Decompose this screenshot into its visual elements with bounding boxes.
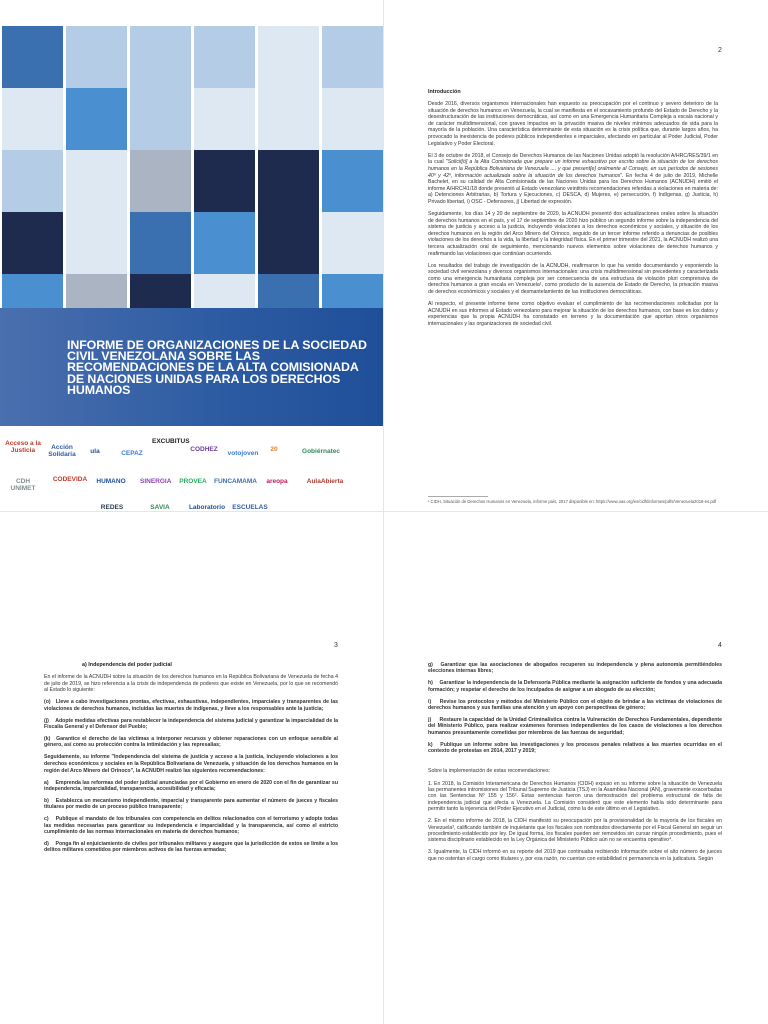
recommendation-item — [44, 780, 338, 793]
item-label: k) — [428, 741, 433, 748]
partner-logo: EXCUBITUS — [152, 438, 190, 445]
cover-tile — [66, 26, 127, 90]
cover-tile — [2, 212, 63, 276]
recommendation-item — [44, 841, 338, 854]
paragraph: Los resultados del trabajo de investigación de la ACNUDH, reafirmaron lo que ha venido documentando y exponiendo la sociedad civil venezolana y diversos organismos internacionales: una crisis multidimensional sin precedentes y caracterizada como una emergencia humanitaria compleja por ser consecuencia de una estructura de violación pluri comprensiva de derechos humanos a gran escala en Venezuela¹, como producto de la ausencia de Estado de Derecho, la privación masiva de derechos económicos y sociales y el desmantelamiento de las instituciones democráticas. — [428, 262, 718, 296]
recommendation-item — [428, 717, 722, 736]
page-number: 4 — [718, 642, 722, 649]
partner-logo: 20 — [270, 446, 278, 453]
page-4 — [384, 512, 768, 1024]
section-heading: Introducción — [428, 89, 461, 95]
recommendation-item — [44, 718, 338, 731]
recommendation-item — [44, 699, 338, 712]
recommendation-item — [428, 662, 722, 675]
cover-tile — [194, 26, 255, 90]
item-text: Establezca un mecanismo independiente, imparcial y transparente para aumentar el número de jueces y fiscales titulares por medio de un proceso público transparente; — [44, 797, 338, 811]
partner-logo: Gobiérnatec — [302, 448, 340, 455]
page-number: 3 — [334, 642, 338, 649]
cover-tile — [258, 212, 319, 276]
item-text: Garantizar que las asociaciones de abogados recuperen su independencia y plena autonomía permitiéndoles elecciones internas libres; — [428, 662, 722, 675]
item-text: Publique el mandato de los tribunales con competencia en delitos relacionados con el terrorismo y adopte todas las medidas necesarias para garantizar su independencia e imparcialidad y la transparencia, así como el estricto cumplimiento de las normas internacionales en materia de derechos humanos; — [44, 816, 338, 836]
item-label: i) — [428, 698, 432, 705]
partner-logo: CDH UNIMET — [10, 478, 36, 492]
cover-tile — [194, 212, 255, 276]
partner-logo: Acceso a la Justicia — [5, 440, 41, 454]
list-item: 1. En 2018, la Comisión Interamericana de Derechos Humanos (CIDH) expuso en su informe sobre la situación de Venezuela las permanentes intromisiones del Tribunal Supremo de Justicia (TSJ) en la Asamblea Nacional (AN), gravemente exacerbadas con las Sentencias Nº 155 y 156². Estas sentencias fueron una demostración del problema estructural de falta de independencia judicial que afecta a Venezuela. La Comisión consideró que este elemento había sido determinante para permitir tanto la injerencia del Poder Ejecutivo en el Judicial, como la de este último en el Legislativo. — [428, 780, 722, 813]
item-label: j) — [428, 716, 432, 723]
cover-tile — [130, 150, 191, 214]
cover-tile — [322, 26, 383, 90]
item-text: Emprenda las reformas del poder judicial anunciadas por el Gobierno en enero de 2020 con el fin de garantizar su independencia, imparcialidad, transparencia, accesibilidad y eficacia; — [44, 779, 338, 792]
page-4-body — [428, 662, 722, 868]
item-label: c) — [44, 816, 49, 823]
cover-tile — [2, 150, 63, 214]
page-divider-vertical — [383, 0, 384, 1024]
partner-logo: CODEVIDA — [52, 476, 88, 483]
item-label: (o) — [44, 699, 51, 706]
list-item: 3. Igualmente, la CIDH informó en su reporte del 2019 que continuaba recibiendo información sobre el alto número de jueces que no ostentan el cargo como titulares y, por esa razón, no cuentan con estabilidad ni permanencia en la judicatura. Según — [428, 849, 722, 862]
cover-title: INFORME DE ORGANIZACIONES DE LA SOCIEDAD CIVIL VENEZOLANA SOBRE LAS RECOMENDACIONES DE LA ALTA COMISIONADA DE NACIONES UNIDAS PARA LOS DERECHOS HUMANOS — [67, 338, 367, 397]
partner-logos — [0, 426, 384, 512]
cover-tile — [258, 26, 319, 90]
section-heading: a) Independencia del poder judicial — [82, 662, 172, 668]
cover-tile — [322, 212, 383, 276]
item-label: h) — [428, 680, 433, 687]
partner-logo: areopa — [266, 478, 288, 485]
item-label: b) — [44, 797, 49, 804]
cover-tile — [2, 88, 63, 152]
paragraph: Desde 2016, diversos organismos internacionales han expuesto su preocupación por el continuo y severo deterioro de la situación de derechos humanos en Venezuela, la cual se manifiesta en el socavamiento profundo del Estado de Derecho y la desestructuración de las instituciones democráticas, así como en una Emergencia Humanitaria Compleja a escala nacional y de carácter multidimensional, con graves impactos en la privación masiva de niveles mínimos adecuados de vida para la mayoría de la población. Una característica determinante de esta situación es la crisis política que, durante largos años, ha provocado la inexistencia de poderes públicos independientes e imparciales, afectando en particular al Poder Judicial, Poder Legislativo y Poder Electoral. — [428, 101, 718, 147]
partner-logo: CODHEZ — [190, 446, 218, 453]
cover-tile — [2, 26, 63, 90]
item-text: Garantice el derecho de las víctimas a interponer recursos y obtener reparaciones con un enfoque sensible al género, así como su protección contra la intimidación y las represalias; — [44, 736, 338, 749]
cover-tile — [130, 26, 191, 90]
partner-logo: Acción Solidaria — [48, 444, 76, 458]
cover-tile — [66, 88, 127, 152]
list-item: 2. En el mismo informe de 2018, la CIDH manifestó su preocupación por la provisionalidad de la mayoría de los fiscales en Venezuela³, calificando también de inquietante que los fiscales son nombrados directamente por el Fiscal General sin seguir un procedimiento establecido por ley. De igual forma, los fiscales pueden ser removidos sin cursar ningún procedimiento, pues el sistema disciplinario establecido en la Ley Orgánica del Ministerio Público aún no se encuentra operativo⁴. — [428, 818, 722, 844]
cover-tile — [130, 88, 191, 152]
subheading: Sobre la implementación de estas recomendaciones: — [428, 768, 550, 775]
page-divider-horizontal — [0, 511, 768, 512]
partner-logo: FUNCAMAMA — [214, 478, 257, 485]
cover-tile — [258, 150, 319, 214]
item-label: a) — [44, 779, 49, 786]
partner-logo: ESCUELAS — [232, 504, 268, 511]
item-text: Publique un informe sobre las investigaciones y los procesos penales relativos a las muertes ocurridas en el contexto de protestas en 2014, 2017 y 2019; — [428, 741, 722, 755]
cover-tile — [130, 212, 191, 276]
recommendation-item — [428, 742, 722, 755]
partner-logo: ula — [90, 448, 100, 455]
recommendation-item — [428, 699, 722, 712]
item-label: d) — [44, 840, 49, 847]
page-2-body — [428, 89, 718, 333]
cover-tile — [322, 150, 383, 214]
paragraph: El 3 de octubre de 2018, el Consejo de Derechos Humanos de las Naciones Unidas adoptó la resolución A/HRC/RES/39/1 en la cual "Solicit[ó] a la Alta Comisionada que prepare un informe exhaustivo por escrito sobre la situación de los derechos humanos en la República Bolivariana de Venezuela .... y que present[e] oralmente al Consejo, en sus períodos de sesiones 40º y 42º, información actualizada sobre la situación de los derechos humanos". En fecha 4 de julio de 2019, Michelle Bachelet, en su calidad de Alta Comisionada de las Naciones Unidas para los Derechos Humanos (ACNUDH) emitió el informe A/HRC/41/18 donde presentó al Estado venezolano veintitrés recomendaciones referidas a violaciones en materia de: a) Detenciones Arbitrarias, b) Tortura y Ejecuciones, c) DESCA, d) Mujeres, e) persecución, f) Indígenas, g) Justicia, h) Privado libertad, i) OSC - Defensores, j) Libertad de expresión. — [428, 152, 719, 205]
partner-logo: SAVIA — [150, 504, 170, 511]
paragraph: Seguidamente, su informe "Independencia del sistema de justicia y acceso a la justicia, incluyendo violaciones a los derechos económicos y sociales en la República Bolivariana de Venezuela, y situación de los derechos humanos en la región del Arco Minero del Orinoco", la ACNUDH realizó las siguientes recomendaciones: — [44, 754, 338, 774]
item-label: g) — [428, 662, 433, 668]
footnote: ¹ CIDH, Situación de Derechos Humanos en Venezuela, informe país, 2017 disponible en: https://www.oas.org/es/cidh/informes/pdfs/Venezuela2018-es.pdf — [428, 499, 717, 504]
partner-logo: SINERGIA — [140, 478, 172, 485]
item-label: (k) — [44, 736, 51, 742]
item-text: Adopte medidas efectivas para restablecer la independencia del sistema judicial y garantizar la imparcialidad de la Fiscalía General y el Defensor del Pueblo; — [44, 717, 338, 731]
cover-tile — [258, 88, 319, 152]
partner-logo: AulaAbierta — [306, 478, 344, 485]
cover-tile — [194, 150, 255, 214]
paragraph: Seguidamente, los días 14 y 20 de septiembre de 2020, la ACNUDH presentó dos actualizaciones orales sobre la situación de derechos humanos en el país, y el 17 de septiembre de 2020 hizo público un segundo informe sobre la independencia del sistema de justicia y acceso a la justicia, incluyendo violaciones a los derechos económicos y sociales, y situación de los derechos humanos en la región del Arco Minero del Orinoco, seguido de un tercer informe referido a denuncias de posibles violaciones de los derechos a la vida, la libertad y la integridad física. En el primer trimestre del 2021, la ACNUDH realizó una tercera actualización oral de seguimiento, mencionando nuevos elementos sobre violaciones de derechos humanos y reafirmando las violaciones que continúan ocurriendo. — [428, 211, 718, 257]
item-text: Revise los protocolos y métodos del Ministerio Público con el objeto de brindar a las víctimas de violaciones de derechos humanos y sus familias una atención y un apoyo con perspectivas de género; — [428, 698, 722, 712]
recommendation-item — [44, 816, 338, 835]
paragraph: En el informe de la ACNUDH sobre la situación de los derechos humanos en la República Bolivariana de Venezuela de fecha 4 de julio de 2019, se hizo referencia a la crisis de independencia de poderes que existe en Venezuela, por lo que se recomendó al Estado lo siguiente: — [44, 674, 338, 694]
partner-logo: REDES — [100, 504, 124, 511]
cover-tile — [322, 88, 383, 152]
page-2 — [384, 0, 768, 512]
recommendation-item — [44, 798, 338, 811]
cover-page — [0, 0, 384, 512]
partner-logo: CEPAZ — [121, 450, 143, 457]
page-number: 2 — [718, 47, 722, 54]
partner-logo: Laboratorio — [188, 504, 226, 511]
item-label: (j) — [44, 717, 49, 724]
item-text: Ponga fin al enjuiciamiento de civiles por tribunales militares y asegure que la jurisdicción de estos se limite a los delitos militares cometidos por miembros activos de las fuerzas armadas; — [44, 840, 338, 854]
recommendation-item — [44, 736, 338, 749]
cover-tile — [194, 88, 255, 152]
page-3-body — [44, 662, 338, 859]
recommendation-item — [428, 680, 722, 693]
item-text: Restaure la capacidad de la Unidad Criminalística contra la Vulneración de Derechos Fundamentales, dependiente del Ministerio Público, para realizar exámenes forenses independientes de los casos de violaciones a los derechos humanos presuntamente cometidas por miembros de las fuerzas de seguridad; — [428, 716, 722, 736]
footnote-rule — [428, 496, 488, 497]
partner-logo: HUMANO — [96, 478, 126, 485]
paragraph: Al respecto, el presente informe tiene como objetivo evaluar el cumplimiento de las recomendaciones solicitadas por la ACNUDH en sus informes al Estado venezolano para mejorar la situación de los derechos humanos, con base en los datos y experiencias que la propia ACNUDH ha constatado en terreno y la documentación que aportan otros organismos internacionales y las organizaciones de sociedad civil. — [428, 301, 718, 327]
page-3 — [0, 512, 384, 1024]
cover-tile — [66, 212, 127, 276]
item-text: Garantizar la independencia de la Defensoría Pública mediante la asignación suficiente de fondos y una adecuada formación; y respetar el derecho de los inculpados de asignar a un abogado de su elección; — [428, 680, 722, 693]
item-text: Lleve a cabo investigaciones prontas, efectivas, exhaustivas, independientes, imparciales y transparentes de las violaciones de derechos humanos, incluidas las muertes de indígenas, y lleve a los responsables ante la justicia; — [44, 699, 338, 712]
partner-logo: votojoven — [227, 450, 259, 457]
cover-tile — [66, 150, 127, 214]
partner-logo: PROVEA — [179, 478, 207, 485]
